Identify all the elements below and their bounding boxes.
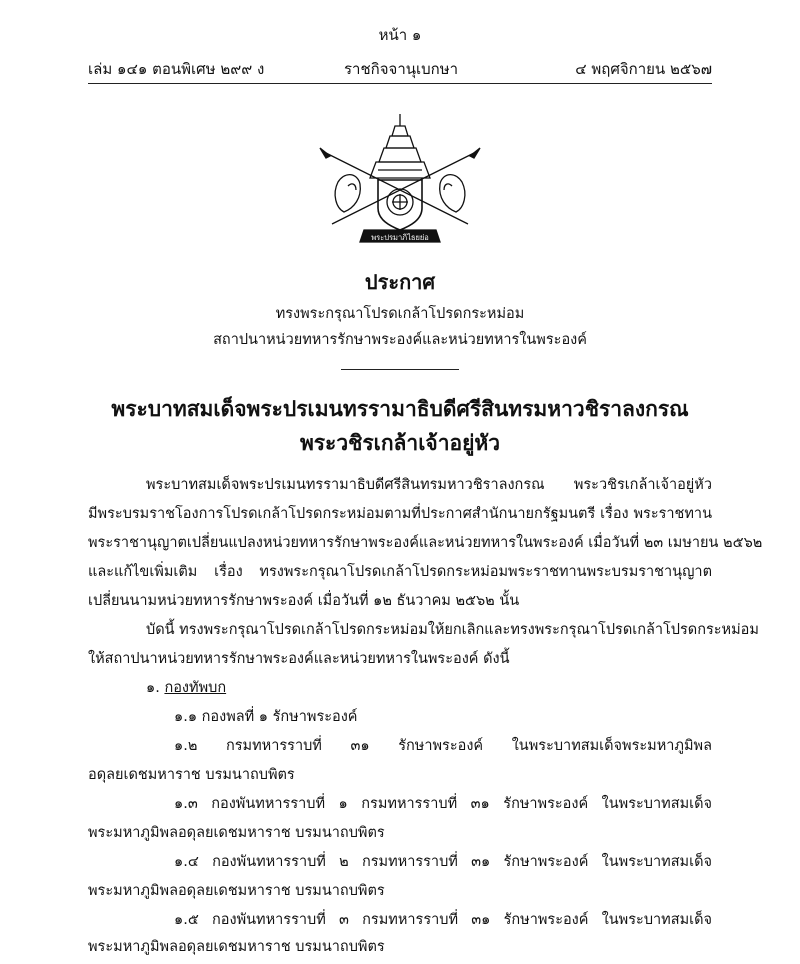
header-divider [88, 83, 712, 84]
section-number: ๑. [146, 680, 160, 696]
royal-emblem-icon [318, 112, 482, 248]
list-item: ๑.๒ กรมทหารราบที่ ๓๑ รักษาพระองค์ ในพระบาทสมเด็จพระมหาภูมิพล [174, 738, 712, 754]
list-item: ๑.๕ กองพันทหารราบที่ ๓ กรมทหารราบที่ ๓๑ รักษาพระองค์ ในพระบาทสมเด็จ [174, 912, 712, 928]
gazette-name: ราชกิจจานุเบกษา [344, 60, 459, 78]
list-item: ๑.๑ กองพลที่ ๑ รักษาพระองค์ [174, 709, 358, 725]
announcement-title: ประกาศ [364, 270, 436, 294]
para1-line: มีพระบรมราชโองการโปรดเกล้าโปรดกระหม่อมตามที่ประกาศสำนักนายกรัฐมนตรี เรื่อง พระราชทาน [88, 506, 712, 522]
publish-date: ๔ พฤศจิกายน ๒๕๖๗ [575, 60, 712, 78]
para1-line: พระราชานุญาตเปลี่ยนแปลงหน่วยทหารรักษาพระองค์และหน่วยทหารในพระองค์ เมื่อวันที่ ๒๓ เมษายน ๒๕๖๒ [88, 535, 763, 551]
title-divider [341, 369, 459, 370]
list-item-continuation: พระมหาภูมิพลอดุลยเดชมหาราช บรมนาถบพิตร [88, 939, 385, 955]
list-item-continuation: พระมหาภูมิพลอดุลยเดชมหาราช บรมนาถบพิตร [88, 825, 385, 841]
list-item: ๑.๔ กองพันทหารราบที่ ๒ กรมทหารราบที่ ๓๑ รักษาพระองค์ ในพระบาทสมเด็จ [174, 854, 712, 870]
gazette-header [88, 58, 712, 82]
section-heading [146, 677, 226, 699]
list-item-continuation: พระมหาภูมิพลอดุลยเดชมหาราช บรมนาถบพิตร [88, 883, 385, 899]
king-name-line-2: พระวชิรเกล้าเจ้าอยู่หัว [299, 431, 501, 455]
volume-label: เล่ม ๑๔๑ ตอนพิเศษ ๒๙๙ ง [88, 60, 265, 78]
list-item: ๑.๓ กองพันทหารราบที่ ๑ กรมทหารราบที่ ๓๑ รักษาพระองค์ ในพระบาทสมเด็จ [174, 796, 712, 812]
emblem-banner-text: พระปรมาภิไธยย่อ [371, 233, 429, 242]
para2-line: บัดนี้ ทรงพระกรุณาโปรดเกล้าโปรดกระหม่อมให้ยกเลิกและทรงพระกรุณาโปรดเกล้าโปรดกระหม่อม [146, 622, 759, 638]
para1-line: พระบาทสมเด็จพระปรเมนทรรามาธิบดีศรีสินทรมหาวชิราลงกรณ พระวชิรเกล้าเจ้าอยู่หัว [146, 477, 712, 493]
para2-line: ให้สถาปนาหน่วยทหารรักษาพระองค์และหน่วยทหารในพระองค์ ดังนี้ [88, 651, 510, 667]
announcement-subtitle-1: ทรงพระกรุณาโปรดเกล้าโปรดกระหม่อม [275, 306, 525, 322]
king-name-line-1: พระบาทสมเด็จพระปรเมนทรรามาธิบดีศรีสินทรมหาวชิราลงกรณ [111, 397, 689, 421]
section-title: กองทัพบก [164, 680, 227, 696]
page-number: หน้า ๑ [378, 26, 422, 44]
para1-line: เปลี่ยนนามหน่วยทหารรักษาพระองค์ เมื่อวันที่ ๑๒ ธันวาคม ๒๕๖๒ นั้น [88, 593, 520, 609]
para1-line: และแก้ไขเพิ่มเติม เรื่อง ทรงพระกรุณาโปรดเกล้าโปรดกระหม่อมพระราชทานพระบรมราชานุญาต [88, 564, 712, 580]
list-item-continuation: อดุลยเดชมหาราช บรมนาถบพิตร [88, 767, 295, 783]
announcement-subtitle-2: สถาปนาหน่วยทหารรักษาพระองค์และหน่วยทหารในพระองค์ [213, 332, 587, 348]
